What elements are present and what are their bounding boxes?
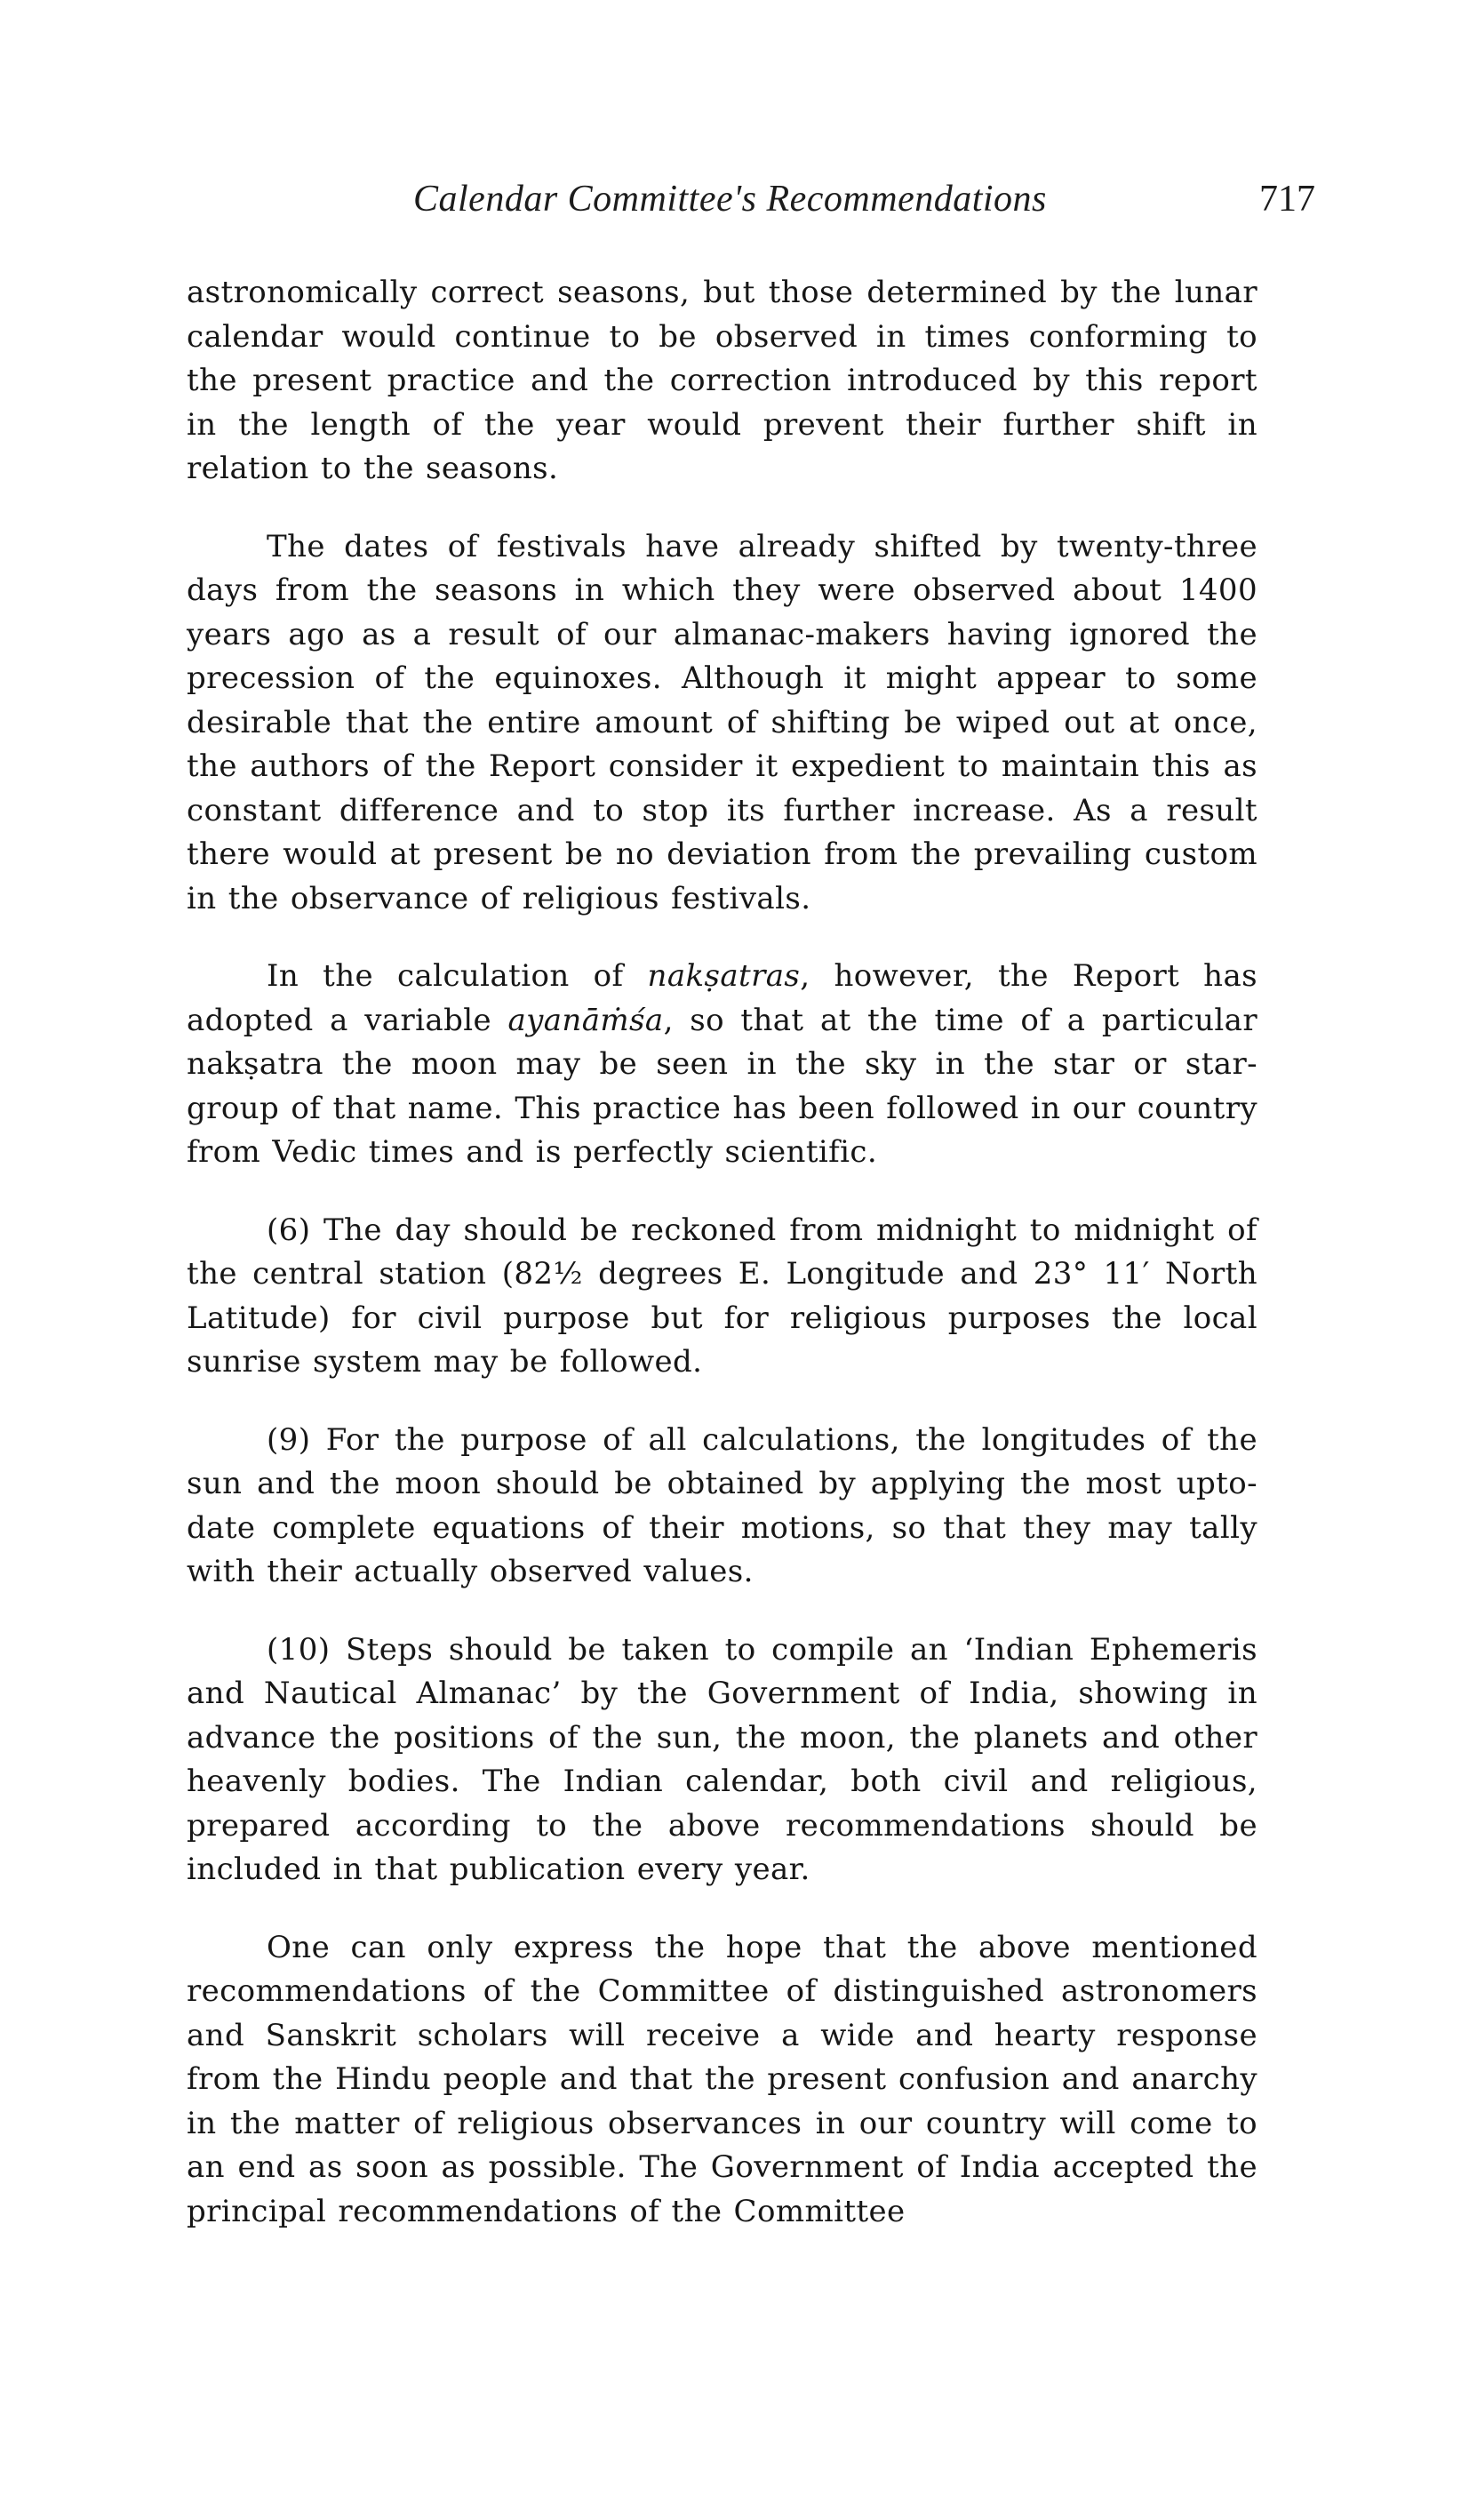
naksatra-lead-text: In the calculation of: [267, 958, 648, 994]
page-number: 717: [1259, 179, 1315, 220]
recommendation-9: (9) For the purpose of all calculations, the longitudes of the sun and the moon should be obtained by applying the most upto-date complete equations of their motions, so that they may tally with their actually observed values.: [187, 1421, 1257, 1589]
running-title: Calendar Committee's Recommendations: [413, 179, 1047, 220]
running-header: [187, 178, 1315, 231]
naksatra-mid-text: , however, the Report has adopted a variable: [187, 958, 1257, 1038]
recommendation-6: (6) The day should be reckoned from midnight to midnight of the central station (82½ degrees E. Longitude and 23° 11′ North Latitude) for civil purpose but for religious purposes the local sunrise system may be followed.: [187, 1212, 1257, 1380]
body-text: [187, 271, 1257, 2268]
paragraph-closing-hope: One can only express the hope that the above mentioned recommendations of the Committee of distinguished astronomers and Sanskrit scholars will receive a wide and hearty response from the Hindu people and that the present confusion and anarchy in the matter of religious observances in our country will come to an end as soon as possible. The Government of India accepted the principal recommendations of the Committee: [187, 1929, 1257, 2229]
naksatras-term: nakṣatras: [647, 958, 801, 994]
paragraph-festival-dates: The dates of festivals have already shifted by twenty-three days from the seasons in which they were observed about 1400 years ago as a result of our almanac-makers having ignored the precession of the equinoxes. Although it might appear to some desirable that the entire amount of shifting be wiped out at once, the authors of the Report consider it expedient to maintain this as constant difference and to stop its further increase. As a result there would at present be no deviation from the prevailing custom in the observance of religious festivals.: [187, 528, 1257, 916]
ayanamsa-term: ayanāṁśa: [507, 1002, 664, 1038]
paragraph-continuation: astronomically correct seasons, but those determined by the lunar calendar would continue to be observed in times conforming to the present practice and the correction introduced by this report in the length of the year would prevent their further shift in relation to the seasons.: [187, 275, 1257, 486]
naksatra-tail-text: , so that at the time of a particular nakṣatra the moon may be seen in the sky in the star or star-group of that name. This practice has been followed in our country from Vedic times and is perfectly scientific.: [187, 1002, 1257, 1170]
recommendation-10: (10) Steps should be taken to compile an ‘Indian Ephemeris and Nautical Almanac’ by the Government of India, showing in advance the positions of the sun, the moon, the planets and other heavenly bodies. The Indian calendar, both civil and religious, prepared according to the above recommendations should be included in that publication every year.: [187, 1631, 1257, 1887]
paragraph-naksatras: [187, 955, 1257, 1175]
